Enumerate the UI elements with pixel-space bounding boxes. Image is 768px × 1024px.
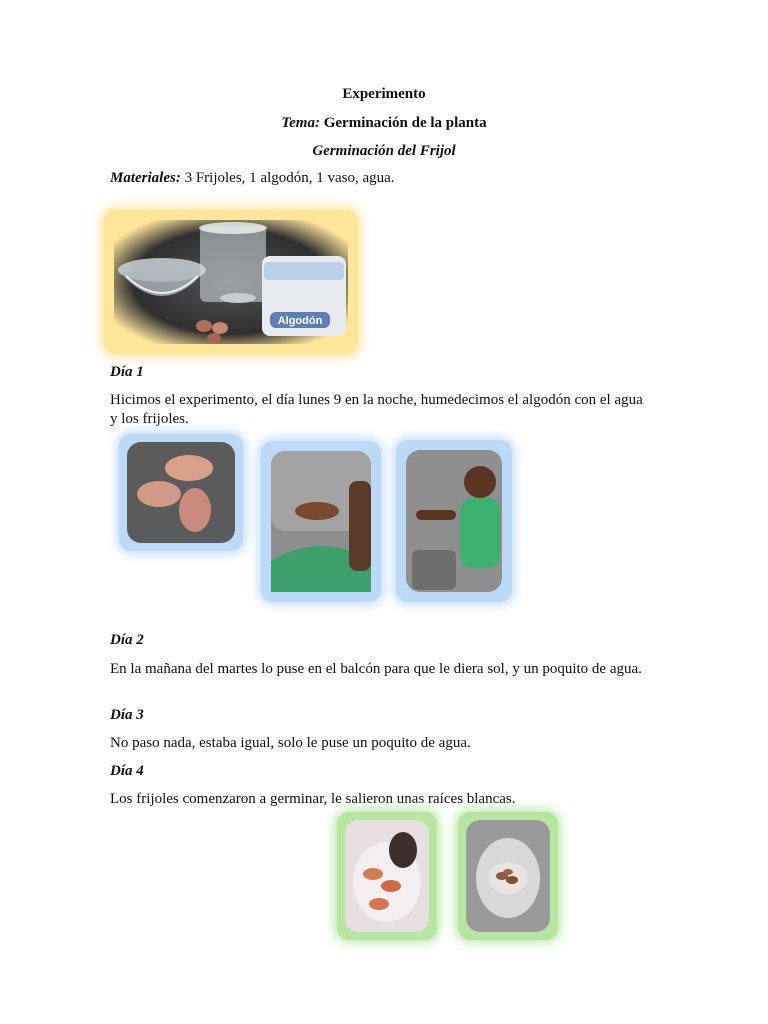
day-1-photo-beans bbox=[119, 434, 243, 551]
cotton-brand-text: Algodón bbox=[277, 315, 323, 327]
day-2-heading: Día 2 bbox=[110, 632, 144, 648]
day-4-photo-sprouts bbox=[337, 812, 437, 940]
day-4-text: Los frijoles comenzaron a germinar, le salieron unas raíces blancas. bbox=[110, 791, 516, 807]
document-subtitle: Germinación del Frijol bbox=[312, 143, 456, 159]
day-1-photo-child bbox=[396, 440, 512, 602]
day-1-photo-hands bbox=[261, 441, 381, 602]
materials-label: Materiales: bbox=[110, 170, 181, 186]
day-2-text: En la mañana del martes lo puse en el balcón para que le diera sol, y un poquito de agua. bbox=[110, 661, 642, 677]
materials-value: 3 Frijoles, 1 algodón, 1 vaso, agua. bbox=[184, 170, 395, 186]
topic-label: Tema: bbox=[281, 115, 320, 131]
day-1-text: Hicimos el experimento, el día lunes 9 en la noche, humedecimos el algodón con el agua y los frijoles. bbox=[110, 392, 643, 427]
day-4-heading: Día 4 bbox=[110, 763, 144, 779]
day-1-heading: Día 1 bbox=[110, 364, 144, 380]
document-title: Experimento bbox=[342, 86, 426, 102]
topic-value: Germinación de la planta bbox=[323, 115, 487, 131]
topic-line bbox=[0, 114, 768, 133]
day-4-photo-cup bbox=[458, 812, 558, 940]
day-3-heading: Día 3 bbox=[110, 707, 144, 723]
day-3-text: No paso nada, estaba igual, solo le puse un poquito de agua. bbox=[110, 735, 471, 751]
materials-photo bbox=[104, 210, 358, 354]
materials-line bbox=[110, 169, 395, 188]
